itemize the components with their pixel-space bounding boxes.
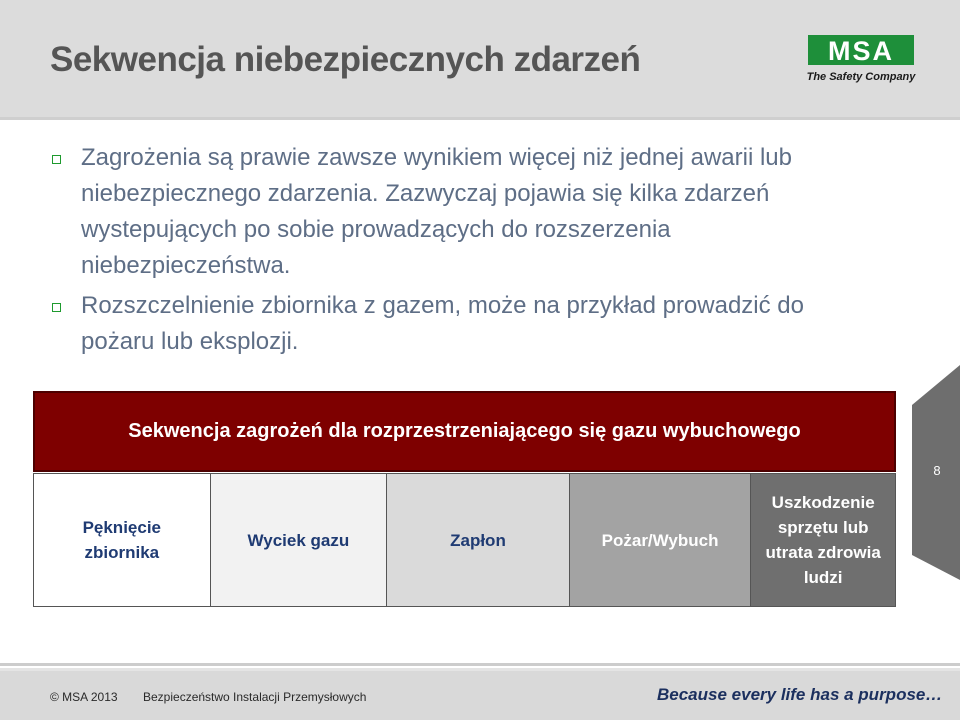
sequence-steps — [33, 473, 896, 607]
svg-text:MSA: MSA — [828, 36, 894, 66]
step-label: Wyciek gazu — [247, 530, 350, 550]
footer-divider — [0, 663, 960, 671]
header-divider — [0, 117, 960, 120]
footer-copyright: © MSA 2013 — [50, 690, 118, 704]
msa-logo — [806, 33, 916, 85]
square-bullet-icon — [52, 303, 61, 312]
step-label: Zapłon — [450, 530, 506, 550]
bullet-list — [52, 140, 872, 364]
svg-text:The Safety Company: The Safety Company — [806, 71, 916, 83]
sequence-heading-box — [33, 391, 896, 472]
page-number: 8 — [933, 463, 941, 478]
bullet-item — [52, 140, 872, 284]
sequence-heading: Sekwencja zagrożeń dla rozprzestrzeniającego się gazu wybuchowego — [128, 420, 801, 442]
slide-title: Sekwencja niebezpiecznych zdarzeń — [50, 40, 641, 79]
bullet-text: Zagrożenia są prawie zawsze wynikiem więcej niż jednej awarii lub niebezpiecznego zdarzenia. Zazwyczaj pojawia się kilka zdarzeń wystepujących po sobie prowadzących do rozszerzenia niebezpieczeństwa. — [81, 144, 792, 279]
step-label: Pęknięcie zbiornika — [82, 518, 162, 562]
bullet-item — [52, 288, 872, 360]
footer-tagline: Because every life has a purpose… — [657, 685, 943, 704]
step-gas-leak — [211, 474, 388, 606]
step-label: Uszkodzenie sprzętu lub utrata zdrowia ludzi — [765, 493, 881, 587]
footer-course-name: Bezpieczeństwo Instalacji Przemysłowych — [143, 690, 367, 704]
square-bullet-icon — [52, 155, 61, 164]
step-tank-rupture — [34, 474, 211, 606]
bullet-text: Rozszczelnienie zbiornika z gazem, może na przykład prowadzić do pożaru lub eksplozji. — [81, 292, 804, 355]
step-fire-explosion — [570, 474, 752, 606]
step-ignition — [387, 474, 570, 606]
step-damage-injury — [751, 474, 895, 606]
step-label: Pożar/Wybuch — [601, 530, 719, 550]
